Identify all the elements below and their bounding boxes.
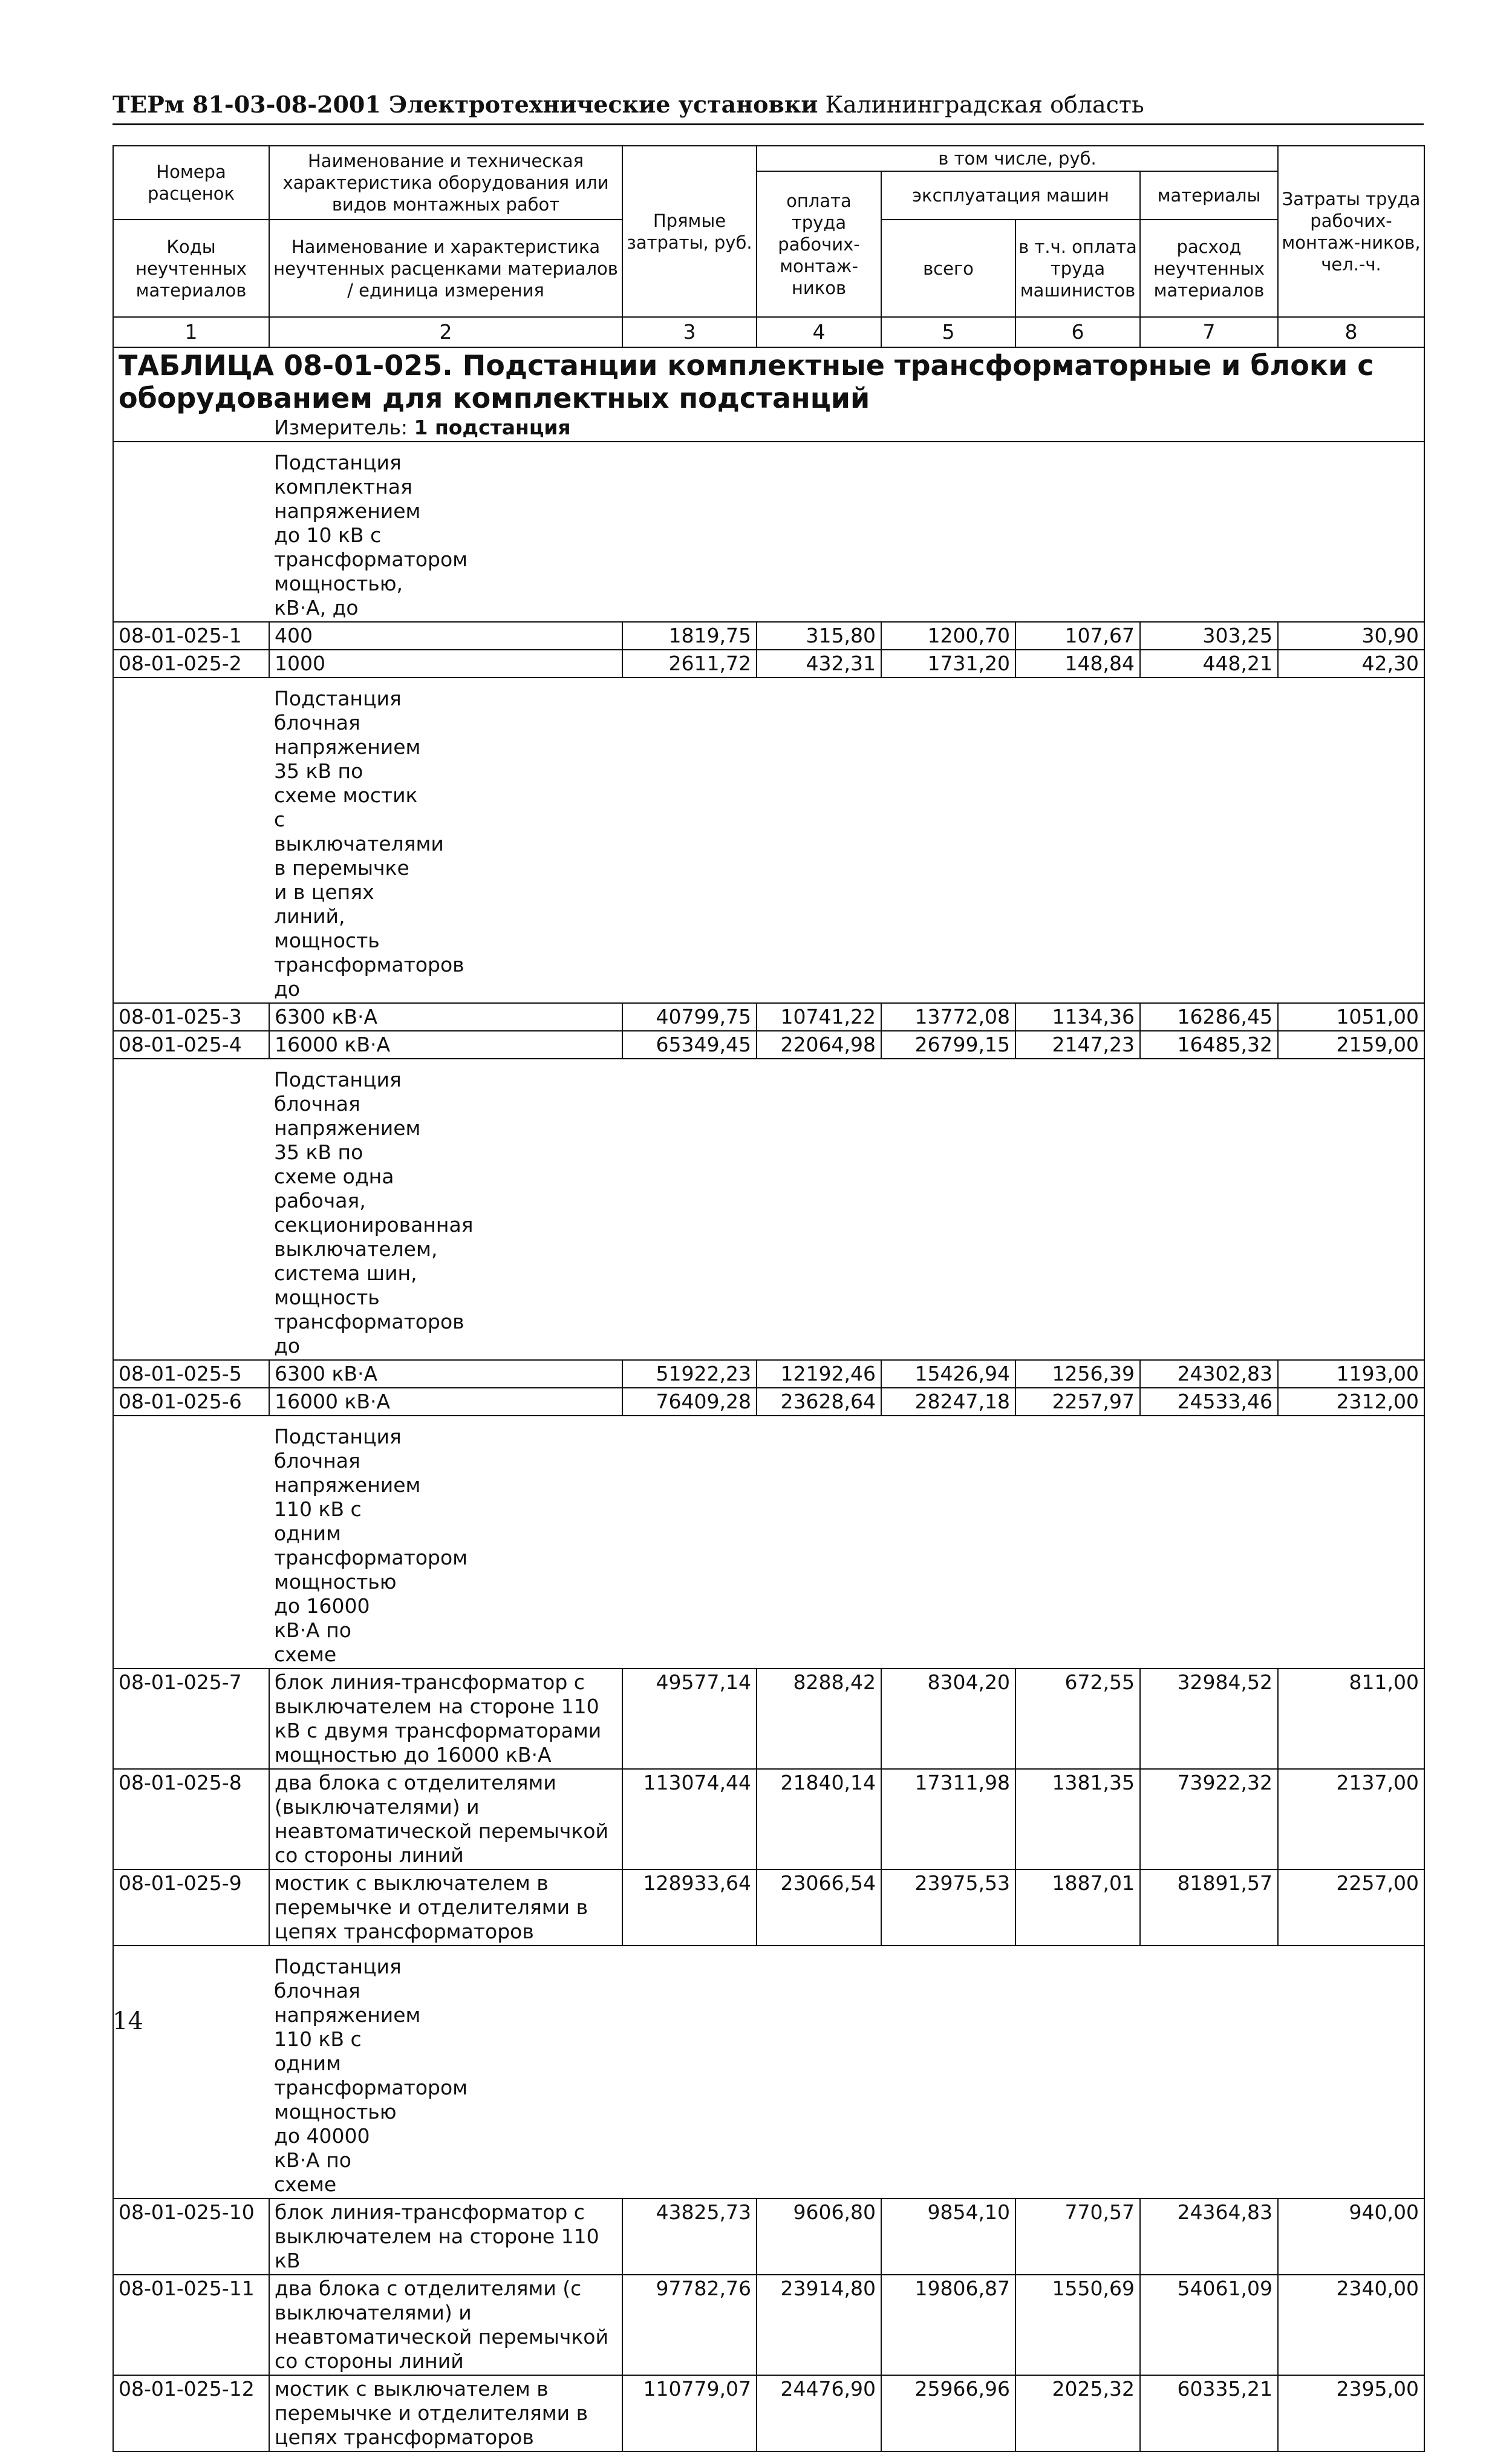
worker-pay: 432,31 [757,650,881,678]
work-name: мостик с выключателем в перемычке и отделителями в цепях трансформаторов [269,1869,622,1946]
group-heading-row [113,1059,1424,1360]
work-name: два блока с отделителями (выключателями) и неавтоматической перемычкой со стороны линий [269,1769,622,1869]
work-name: 6300 кВ·А [269,1003,622,1031]
labor-hours: 2340,00 [1278,2275,1424,2375]
machine-total: 1731,20 [881,650,1015,678]
machine-total: 9854,10 [881,2199,1015,2275]
direct-costs: 49577,14 [622,1669,757,1769]
machine-total: 13772,08 [881,1003,1015,1031]
header-rate-numbers: Номера расценок [113,146,269,220]
direct-costs: 113074,44 [622,1769,757,1869]
material-consumption: 54061,09 [1140,2275,1278,2375]
rate-code: 08-01-025-10 [113,2199,269,2275]
machinist-pay: 2025,32 [1015,2375,1140,2451]
work-name: два блока с отделителями (с выключателями) и неавтоматической перемычкой со стороны линий [269,2275,622,2375]
labor-hours: 940,00 [1278,2199,1424,2275]
work-name: 1000 [269,650,622,678]
direct-costs: 97782,76 [622,2275,757,2375]
table-title-row [113,347,1424,416]
machinist-pay: 1256,39 [1015,1360,1140,1388]
work-name: 6300 кВ·А [269,1360,622,1388]
machinist-pay: 2147,23 [1015,1031,1140,1059]
machinist-pay: 148,84 [1015,650,1140,678]
table-row [113,1031,1424,1059]
column-number: 6 [1015,317,1140,347]
machine-total: 8304,20 [881,1669,1015,1769]
column-number: 5 [881,317,1015,347]
header-material-consumption: расход неучтенных материалов [1140,220,1278,317]
material-consumption: 60335,21 [1140,2375,1278,2451]
labor-hours: 2137,00 [1278,1769,1424,1869]
rate-code: 08-01-025-1 [113,622,269,650]
header-machine-operation: эксплуатация машин [881,171,1140,220]
table-row [113,1669,1424,1769]
column-number: 4 [757,317,881,347]
machine-total: 19806,87 [881,2275,1015,2375]
measure-label: Измеритель: [274,416,414,439]
group-heading: Подстанция блочная напряжением 110 кВ с одним трансформатором мощностью до 16000 кВ·А по схеме [269,1416,1424,1669]
direct-costs: 2611,72 [622,650,757,678]
machine-total: 28247,18 [881,1388,1015,1416]
header-region: Калининградская область [818,91,1144,118]
worker-pay: 22064,98 [757,1031,881,1059]
direct-costs: 110779,07 [622,2375,757,2451]
table-row [113,2199,1424,2275]
group-heading-row [113,1946,1424,2199]
labor-hours: 2312,00 [1278,1388,1424,1416]
rate-code: 08-01-025-11 [113,2275,269,2375]
direct-costs: 1819,75 [622,622,757,650]
labor-hours: 1051,00 [1278,1003,1424,1031]
machine-total: 15426,94 [881,1360,1015,1388]
worker-pay: 315,80 [757,622,881,650]
column-number: 8 [1278,317,1424,347]
measure-value: 1 подстанция [414,416,571,439]
material-consumption: 24364,83 [1140,2199,1278,2275]
material-consumption: 16485,32 [1140,1031,1278,1059]
direct-costs: 65349,45 [622,1031,757,1059]
header-labor-hours: Затраты труда рабочих-монтаж-ников, чел.-ч. [1278,146,1424,317]
rate-code: 08-01-025-8 [113,1769,269,1869]
table-row [113,650,1424,678]
machine-total: 25966,96 [881,2375,1015,2451]
rate-code: 08-01-025-5 [113,1360,269,1388]
machinist-pay: 770,57 [1015,2199,1140,2275]
labor-hours: 2159,00 [1278,1031,1424,1059]
header-work-name: Наименование и техническая характеристика оборудования или видов монтажных работ [269,146,622,220]
table-row [113,1003,1424,1031]
table-row [113,1769,1424,1869]
material-consumption: 448,21 [1140,650,1278,678]
work-name: мостик с выключателем в перемычке и отделителями в цепях трансформаторов [269,2375,622,2451]
table-row [113,1360,1424,1388]
work-name: блок линия-трансформатор с выключателем на стороне 110 кВ с двумя трансформаторами мощностью до 16000 кВ·А [269,1669,622,1769]
rate-code: 08-01-025-9 [113,1869,269,1946]
measure-unit [269,416,1424,442]
group-heading: Подстанция блочная напряжением 110 кВ с одним трансформатором мощностью до 40000 кВ·А по схеме [269,1946,1424,2199]
rate-code: 08-01-025-4 [113,1031,269,1059]
group-heading: Подстанция комплектная напряжением до 10 кВ с трансформатором мощностью, кВ·А, до [269,442,1424,622]
table-title: ТАБЛИЦА 08-01-025. Подстанции комплектные трансформаторные и блоки с оборудованием для комплектных подстанций [113,347,1424,416]
worker-pay: 23066,54 [757,1869,881,1946]
machinist-pay: 1550,69 [1015,2275,1140,2375]
table-header [113,146,1424,347]
work-name: 400 [269,622,622,650]
direct-costs: 51922,23 [622,1360,757,1388]
machine-total: 1200,70 [881,622,1015,650]
worker-pay: 10741,22 [757,1003,881,1031]
rate-code: 08-01-025-2 [113,650,269,678]
header-including: в том числе, руб. [757,146,1278,171]
work-name: 16000 кВ·А [269,1031,622,1059]
machine-total: 26799,15 [881,1031,1015,1059]
worker-pay: 23628,64 [757,1388,881,1416]
work-name: блок линия-трансформатор с выключателем на стороне 110 кВ [269,2199,622,2275]
machinist-pay: 1381,35 [1015,1769,1140,1869]
group-heading: Подстанция блочная напряжением 35 кВ по схеме одна рабочая, секционированная выключателем, система шин, мощность трансформаторов до [269,1059,1424,1360]
group-heading-row [113,678,1424,1003]
table-row [113,622,1424,650]
header-materials: материалы [1140,171,1278,220]
material-consumption: 32984,52 [1140,1669,1278,1769]
column-number: 2 [269,317,622,347]
direct-costs: 43825,73 [622,2199,757,2275]
work-name: 16000 кВ·А [269,1388,622,1416]
machinist-pay: 1887,01 [1015,1869,1140,1946]
column-numbers-row [113,317,1424,347]
header-material-codes: Коды неучтенных материалов [113,220,269,317]
page-number: 14 [112,2007,143,2035]
direct-costs: 76409,28 [622,1388,757,1416]
worker-pay: 24476,90 [757,2375,881,2451]
table-body [113,347,1424,2451]
table-row [113,2375,1424,2451]
rates-table [112,145,1425,2452]
header-material-names: Наименование и характеристика неучтенных расценками материалов / единица измерения [269,220,622,317]
material-consumption: 81891,57 [1140,1869,1278,1946]
header-machinist-pay: в т.ч. оплата труда машинистов [1015,220,1140,317]
rate-code: 08-01-025-6 [113,1388,269,1416]
direct-costs: 40799,75 [622,1003,757,1031]
table-row [113,1869,1424,1946]
machine-total: 23975,53 [881,1869,1015,1946]
labor-hours: 811,00 [1278,1669,1424,1769]
worker-pay: 21840,14 [757,1769,881,1869]
labor-hours: 42,30 [1278,650,1424,678]
worker-pay: 9606,80 [757,2199,881,2275]
material-consumption: 73922,32 [1140,1769,1278,1869]
machinist-pay: 2257,97 [1015,1388,1140,1416]
labor-hours: 30,90 [1278,622,1424,650]
header-direct-costs: Прямые затраты, руб. [622,146,757,317]
rate-code: 08-01-025-3 [113,1003,269,1031]
material-consumption: 24533,46 [1140,1388,1278,1416]
column-number: 7 [1140,317,1278,347]
labor-hours: 2257,00 [1278,1869,1424,1946]
document-header [112,90,1424,125]
header-worker-pay: оплата труда рабочих-монтаж-ников [757,171,881,317]
machinist-pay: 107,67 [1015,622,1140,650]
header-machine-total: всего [881,220,1015,317]
machinist-pay: 672,55 [1015,1669,1140,1769]
labor-hours: 1193,00 [1278,1360,1424,1388]
rate-code: 08-01-025-12 [113,2375,269,2451]
worker-pay: 8288,42 [757,1669,881,1769]
rate-code: 08-01-025-7 [113,1669,269,1769]
labor-hours: 2395,00 [1278,2375,1424,2451]
column-number: 3 [622,317,757,347]
machine-total: 17311,98 [881,1769,1015,1869]
column-number: 1 [113,317,269,347]
group-heading-row [113,442,1424,622]
measure-row [113,416,1424,442]
worker-pay: 12192,46 [757,1360,881,1388]
group-heading-row [113,1416,1424,1669]
table-row [113,1388,1424,1416]
table-row [113,2275,1424,2375]
material-consumption: 16286,45 [1140,1003,1278,1031]
machinist-pay: 1134,36 [1015,1003,1140,1031]
group-heading: Подстанция блочная напряжением 35 кВ по схеме мостик с выключателями в перемычке и в цепях линий, мощность трансформаторов до [269,678,1424,1003]
worker-pay: 23914,80 [757,2275,881,2375]
header-title-bold: ТЕРм 81-03-08-2001 Электротехнические установки [112,91,818,118]
material-consumption: 303,25 [1140,622,1278,650]
direct-costs: 128933,64 [622,1869,757,1946]
material-consumption: 24302,83 [1140,1360,1278,1388]
